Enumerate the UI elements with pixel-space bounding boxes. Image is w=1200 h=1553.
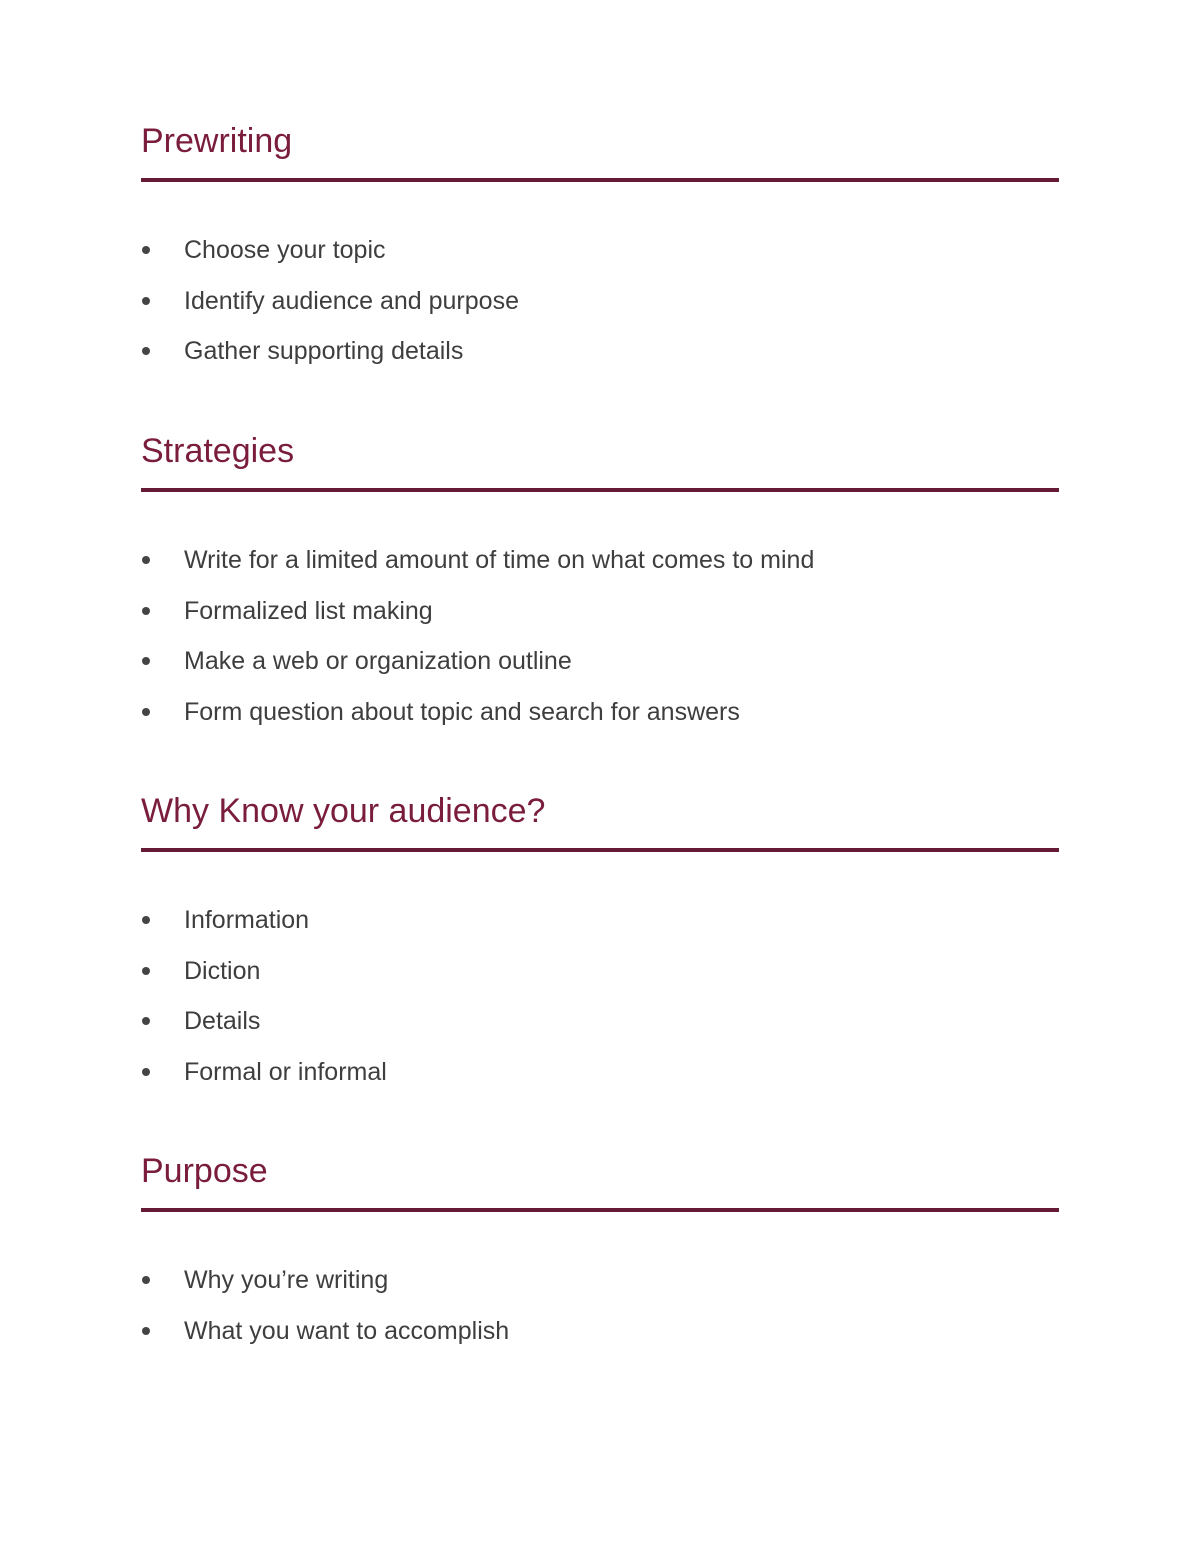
bullet-list (141, 235, 519, 387)
list-item (141, 336, 519, 387)
list-item (141, 1057, 387, 1108)
bullet-icon (142, 1276, 150, 1284)
list-item-text: Choose your topic (184, 236, 386, 264)
bullet-icon (142, 1017, 150, 1025)
section-strategies (141, 431, 1059, 726)
bullet-icon (142, 607, 150, 615)
list-item (141, 286, 519, 337)
section-heading: Prewriting (141, 122, 293, 160)
list-item-text: Formalized list making (184, 596, 433, 625)
section-heading: Purpose (141, 1152, 268, 1190)
list-item-text: Identify audience and purpose (184, 286, 519, 315)
list-item (141, 646, 814, 697)
section-purpose (141, 1151, 1059, 1345)
bullet-icon (142, 1327, 150, 1335)
list-item (141, 1316, 509, 1367)
list-item (141, 1265, 509, 1316)
list-item-text: Why you’re writing (184, 1266, 389, 1294)
section-heading: Why Know your audience? (141, 792, 546, 830)
list-item (141, 956, 387, 1007)
bullet-icon (142, 297, 150, 305)
bullet-icon (142, 1068, 150, 1076)
section-audience (141, 791, 1059, 1086)
list-item-text: Make a web or organization outline (184, 647, 572, 675)
list-item-text: Details (184, 1007, 261, 1035)
bullet-icon (142, 347, 150, 355)
heading-rule (141, 848, 1059, 852)
list-item-text: Form question about topic and search for answers (184, 697, 740, 726)
list-item-text: Diction (184, 956, 261, 985)
list-item-text: Information (184, 906, 310, 934)
bullet-icon (142, 967, 150, 975)
heading-rule (141, 488, 1059, 492)
bullet-list (141, 545, 814, 747)
bullet-icon (142, 246, 150, 254)
heading-rule (141, 178, 1059, 182)
list-item (141, 697, 814, 748)
bullet-list (141, 1265, 509, 1366)
heading-rule (141, 1208, 1059, 1212)
list-item-text: Formal or informal (184, 1057, 387, 1086)
section-heading: Strategies (141, 432, 295, 470)
bullet-list (141, 905, 387, 1107)
bullet-icon (142, 657, 150, 665)
list-item (141, 235, 519, 286)
list-item-text: What you want to accomplish (184, 1316, 510, 1345)
list-item (141, 545, 814, 596)
section-prewriting (141, 121, 1059, 365)
list-item (141, 1006, 387, 1057)
bullet-icon (142, 916, 150, 924)
bullet-icon (142, 708, 150, 716)
list-item (141, 905, 387, 956)
list-item-text: Gather supporting details (184, 337, 464, 365)
list-item-text: Write for a limited amount of time on what comes to mind (184, 546, 815, 574)
bullet-icon (142, 556, 150, 564)
list-item (141, 596, 814, 647)
